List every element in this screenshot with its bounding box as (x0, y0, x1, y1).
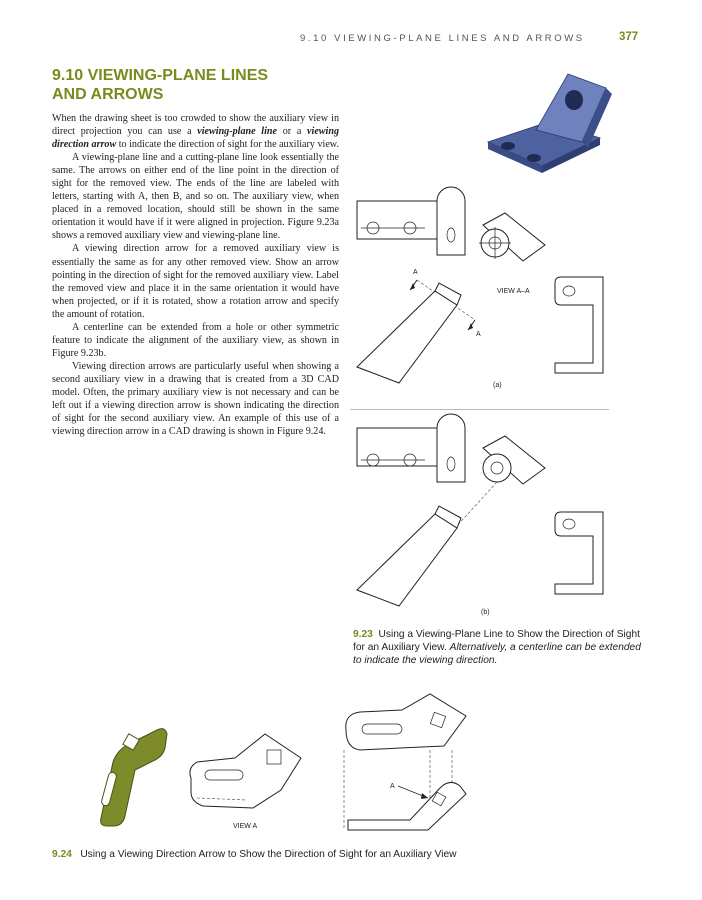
body-text (52, 112, 339, 438)
paragraph-2: A viewing-plane line and a cutting-plane line look essentially the same. The arrows on either end of the line point in the direction of sight for the removed view. The ends of the line are labeled with letters, starting with A, then B, and so on. The auxiliary view, when placed in a removed location, should still be shown in the same orientation it would have if it were aligned in projection. Figure 9.23a shows a removed auxiliary view and viewing-plane line. (52, 152, 339, 242)
term-viewing-direction-arrow: viewing direction arrow (52, 126, 339, 151)
caption-title-9-23: Using a Viewing-Plane Line to Show the Direction of Sight for an Auxiliary View. (353, 629, 640, 653)
bracket-3d-model (478, 70, 618, 185)
viewing-plane-label-a1: A (413, 269, 418, 276)
caption-subtitle-9-23: Alternatively, a centerline can be extended to indicate the viewing direction. (353, 642, 641, 666)
section-title-line2: AND ARROWS (52, 86, 164, 103)
caption-title-9-24: Using a Viewing Direction Arrow to Show the Direction of Sight for an Auxiliary View (80, 849, 457, 860)
front-view-b (357, 414, 465, 482)
viewing-plane-label-a2: A (476, 331, 481, 338)
green-bracket-model (95, 712, 175, 832)
figure-9-23b (355, 418, 615, 618)
top-view-a (479, 213, 545, 261)
figure-9-23-caption (353, 628, 645, 667)
removed-view-b (555, 512, 603, 594)
caption-number-9-24: 9.24 (52, 849, 72, 860)
view-a-drawing (185, 728, 315, 838)
section-title-line1: 9.10 VIEWING-PLANE LINES (52, 67, 269, 84)
paragraph-4: A centerline can be extended from a hole or other symmetric feature to indicate the alignment of the auxiliary view, as shown in Figure 9.23b. (52, 321, 339, 359)
term-viewing-plane-line: viewing-plane line (197, 126, 277, 138)
auxiliary-angled-view-b (357, 506, 461, 606)
figure-9-24-caption (52, 848, 652, 861)
figure-9-23a (355, 195, 615, 395)
cad-multiview-drawing (340, 690, 480, 840)
viewing-arrow-label-a: A (390, 783, 395, 790)
figure-divider (350, 409, 609, 410)
running-header: 9.10 VIEWING-PLANE LINES AND ARROWS (300, 33, 585, 44)
caption-number-9-23: 9.23 (353, 629, 373, 640)
subfigure-label-a: (a) (493, 382, 502, 389)
paragraph-3: A viewing direction arrow for a removed auxiliary view is essentially the same as for any other removed view. Show an arrow pointing in the direction of sight for the removed auxiliary view. Label the removed view and place it in the same orientation it would have when projected, or if it is rotated, show a rotation arrow and specify the amount of rotation. (52, 243, 339, 320)
view-a-label: VIEW A (233, 823, 258, 830)
page-number: 377 (619, 31, 639, 43)
section-title (52, 66, 268, 104)
removed-view-a (555, 277, 603, 373)
subfigure-label-b: (b) (481, 609, 490, 616)
view-label-a-a: VIEW A–A (497, 288, 530, 295)
front-view-a (357, 187, 465, 255)
paragraph-1: When the drawing sheet is too crowded to show the auxiliary view in direct projection you can use a viewing-plane line or a viewing direction arrow to indicate the direction of sight for the auxiliary view. (52, 113, 339, 151)
top-view-b (455, 436, 545, 528)
auxiliary-angled-view-a (357, 283, 461, 383)
paragraph-5: Viewing direction arrows are particularly useful when showing a second auxiliary view in a drawing that is created from a 3D CAD model. Often, the primary auxiliary view is not necessary and can be left out if a viewing direction arrow is shown indicating the direction of sight for the second auxiliary view. An example of this use of a viewing direction arrow in a CAD drawing is shown in Figure 9.24. (52, 360, 339, 438)
